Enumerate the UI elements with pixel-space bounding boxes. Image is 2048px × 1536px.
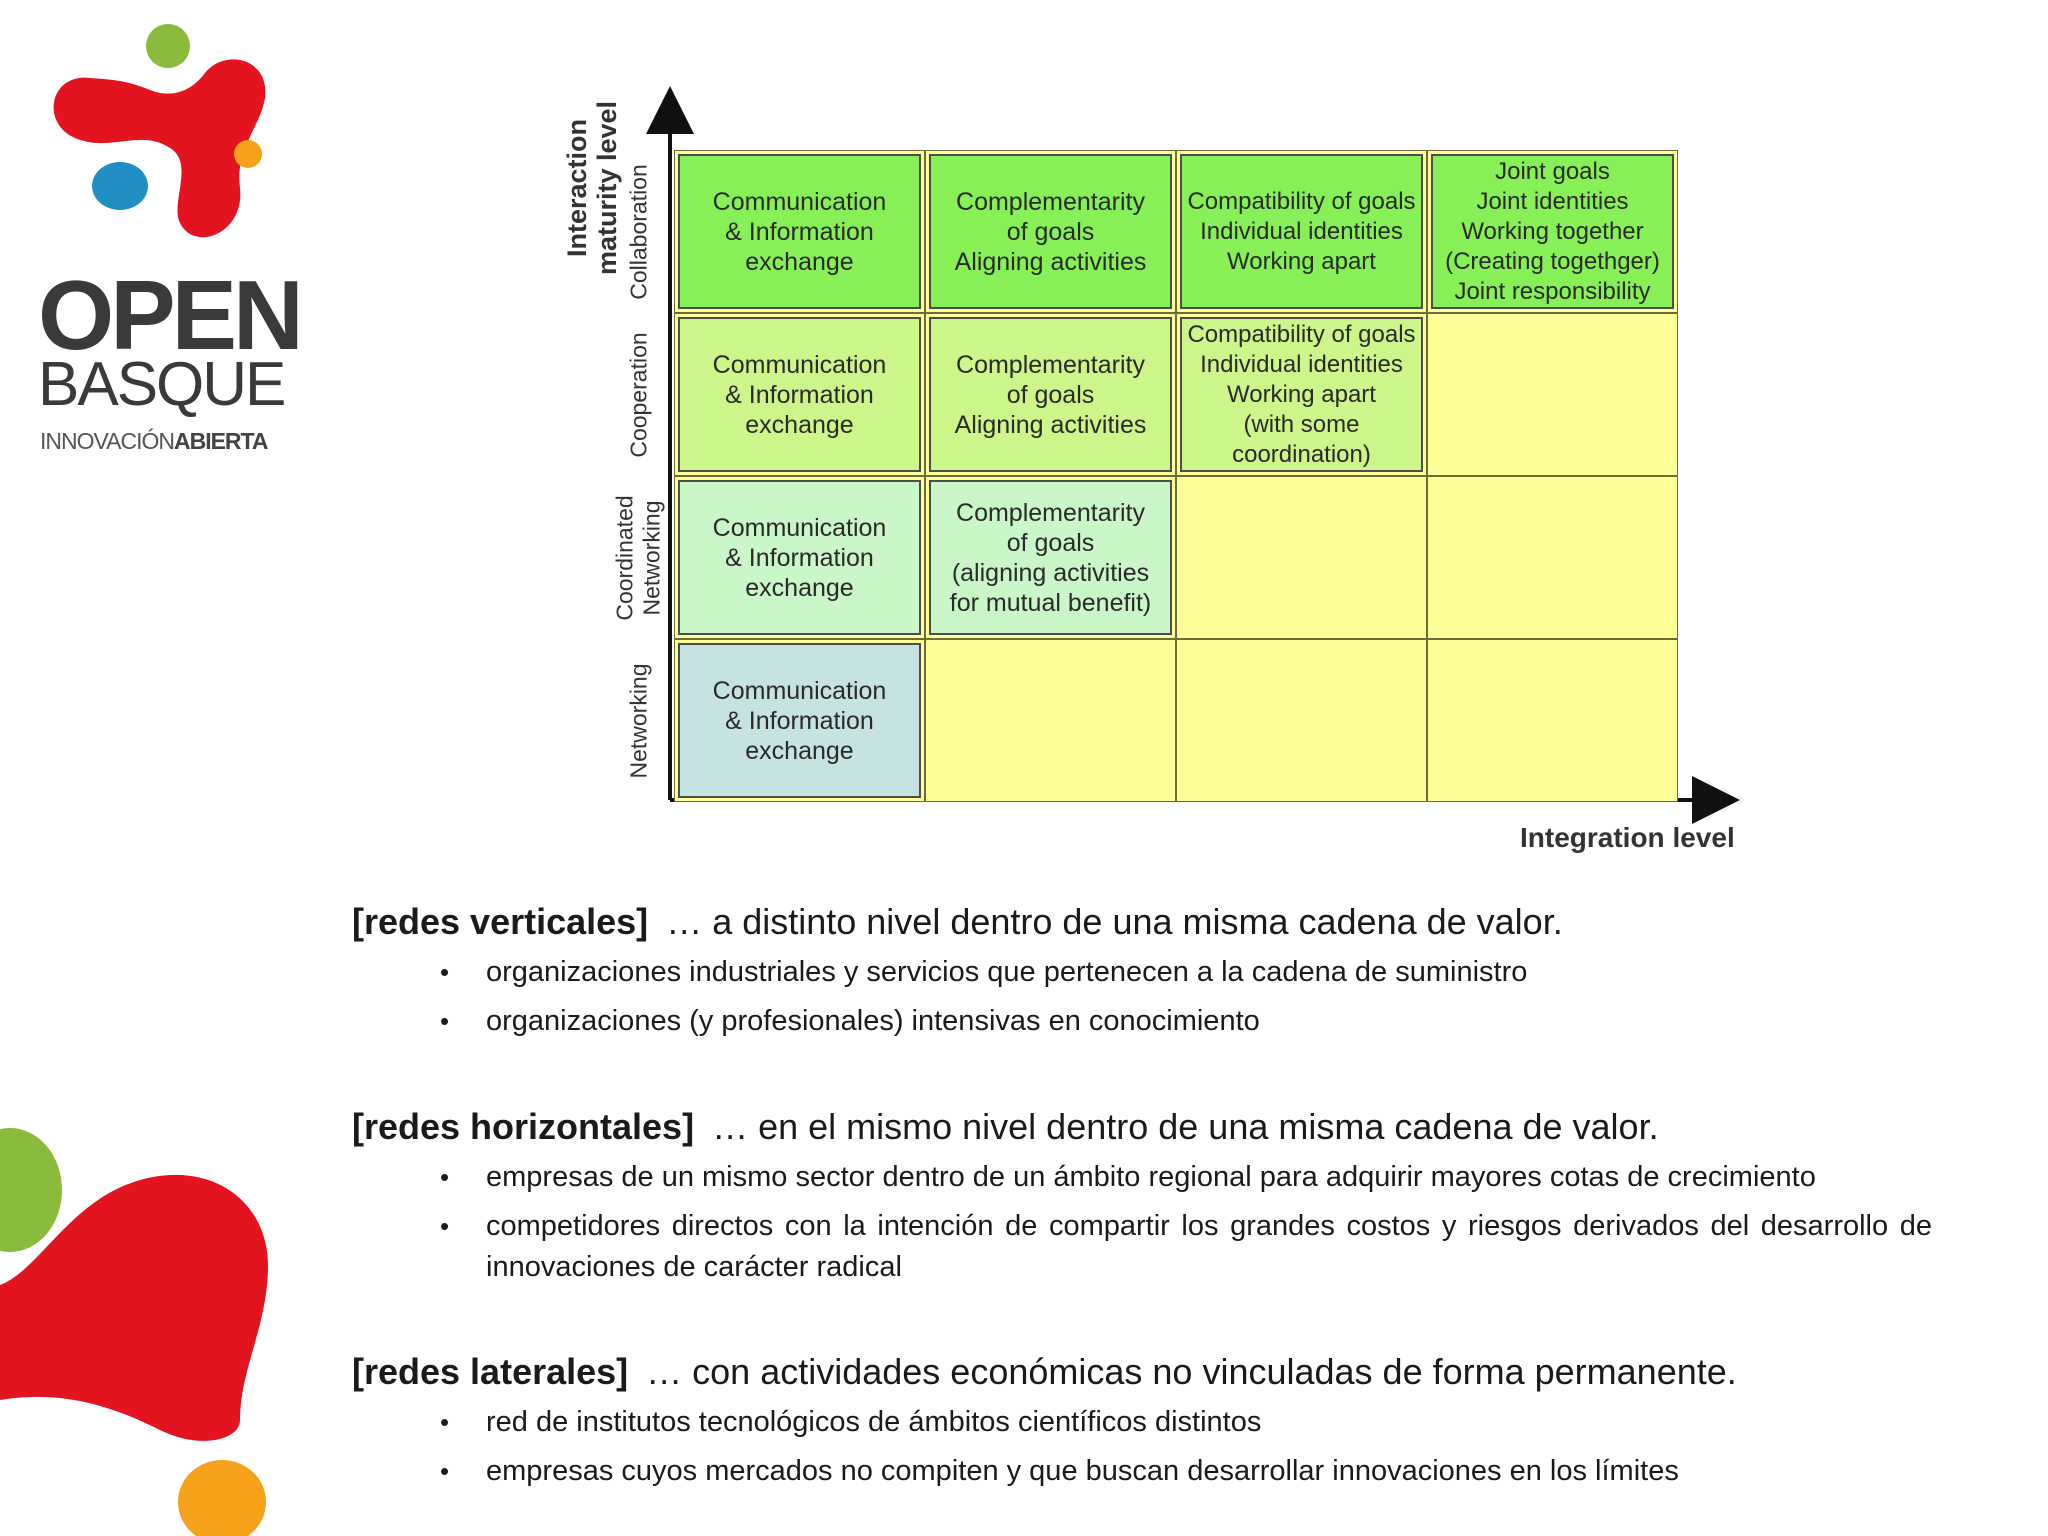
- section-description: … con actividades económicas no vinculadas de forma permanente.: [646, 1351, 1737, 1392]
- bullet-item: • empresas cuyos mercados no compiten y que buscan desarrollar innovaciones en los límites: [352, 1451, 1932, 1492]
- logo-text-open: OPEN: [38, 260, 300, 370]
- section-tag: [redes verticales]: [352, 901, 649, 942]
- bullet-item: • organizaciones industriales y servicios que pertenecen a la cadena de suministro: [352, 952, 1932, 993]
- section-heading: [352, 1350, 1932, 1394]
- section-tag: [redes horizontales]: [352, 1106, 695, 1147]
- section-description: … en el mismo nivel dentro de una misma cadena de valor.: [712, 1106, 1659, 1147]
- section-heading: [352, 900, 1932, 944]
- level-label: Networking: [624, 662, 651, 779]
- network-section: [352, 1350, 1932, 1500]
- logo-text-basque: BASQUE: [38, 350, 285, 419]
- bullet-item: • organizaciones (y profesionales) intensivas en conocimiento: [352, 1001, 1932, 1042]
- network-section: [352, 900, 1932, 1050]
- grid-cell-bg: [1176, 639, 1427, 802]
- logo-mark-icon: [30, 18, 290, 268]
- open-basque-logo: [30, 18, 300, 454]
- grid-cell-bg: [1427, 639, 1678, 802]
- bullet-item: • empresas de un mismo sector dentro de un ámbito regional para adquirir mayores cotas de crecimiento: [352, 1157, 1932, 1198]
- bullet-item: • red de institutos tecnológicos de ámbitos científicos distintos: [352, 1402, 1932, 1443]
- section-description: … a distinto nivel dentro de una misma cadena de valor.: [666, 901, 1563, 942]
- grid-cell-bg: [925, 639, 1176, 802]
- section-heading: [352, 1105, 1932, 1149]
- interaction-maturity-diagram: [520, 60, 1760, 870]
- grid-cell-bg: [1427, 313, 1678, 476]
- logo-tagline-bold: ABIERTA: [173, 428, 268, 454]
- level-label: Coordinated Networking: [611, 494, 664, 621]
- maturity-cell: Complementarity of goals (aligning activities for mutual benefit): [929, 480, 1172, 635]
- maturity-cell: Communication & Information exchange: [678, 643, 921, 798]
- bullet-list: [352, 1402, 1932, 1492]
- maturity-cell: Communication & Information exchange: [678, 154, 921, 309]
- bullet-list: [352, 952, 1932, 1042]
- maturity-cell: Communication & Information exchange: [678, 317, 921, 472]
- network-section: [352, 1105, 1932, 1296]
- logo-tagline-light: INNOVACIÓN: [40, 428, 174, 454]
- x-axis-label: Integration level: [1520, 822, 1735, 853]
- logo-tagline: [40, 430, 268, 453]
- level-label: Collaboration: [624, 163, 651, 300]
- level-label: Cooperation: [624, 331, 651, 458]
- maturity-cell: Joint goals Joint identities Working together (Creating togethger) Joint responsibility: [1431, 154, 1674, 309]
- section-tag: [redes laterales]: [352, 1351, 629, 1392]
- decorative-blobs-icon: [0, 1100, 300, 1536]
- y-axis-label: Interaction maturity level: [562, 100, 622, 276]
- maturity-cell: Compatibility of goals Individual identities Working apart (with some coordination): [1180, 317, 1423, 472]
- bullet-list: [352, 1157, 1932, 1288]
- maturity-cell: Complementarity of goals Aligning activities: [929, 317, 1172, 472]
- bullet-item: • competidores directos con la intención de compartir los grandes costos y riesgos derivados del desarrollo de innovaciones de carácter radical: [352, 1206, 1932, 1288]
- grid-cell-bg: [1176, 476, 1427, 639]
- maturity-cell: Compatibility of goals Individual identities Working apart: [1180, 154, 1423, 309]
- maturity-cell: Complementarity of goals Aligning activities: [929, 154, 1172, 309]
- maturity-cell: Communication & Information exchange: [678, 480, 921, 635]
- grid-cell-bg: [1427, 476, 1678, 639]
